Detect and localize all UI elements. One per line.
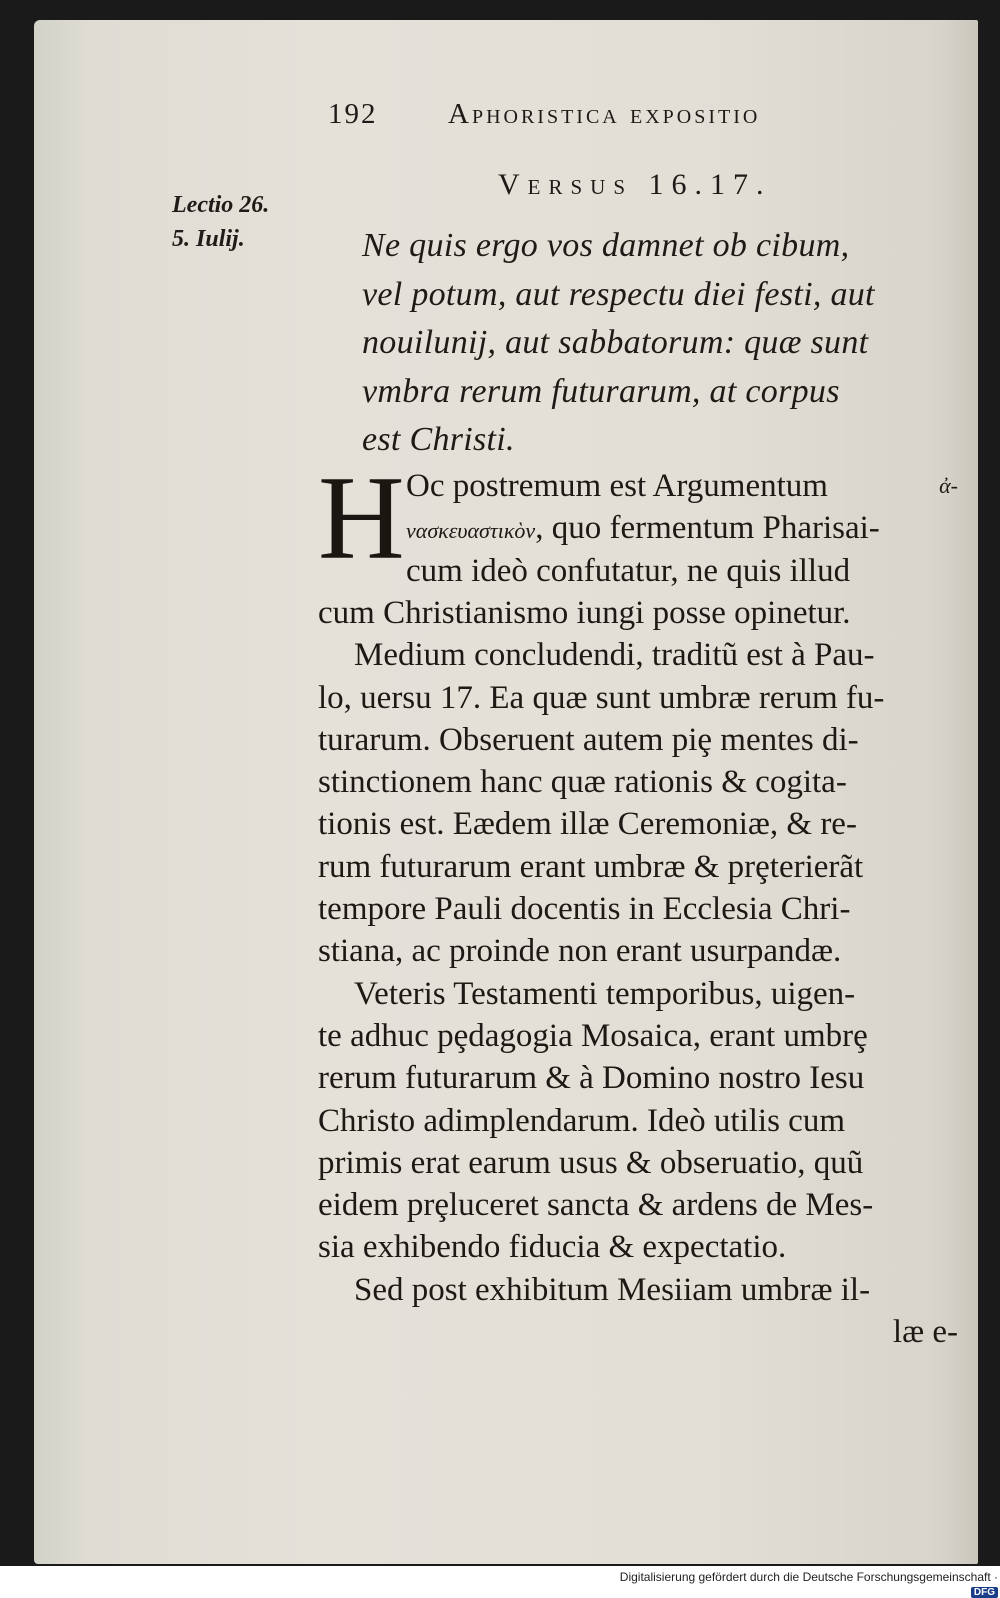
footer-text: Digitalisierung gefördert durch die Deutsche Forschungsgemeinschaft · xyxy=(619,1570,998,1584)
margin-note xyxy=(172,188,312,256)
verse-quote xyxy=(362,222,942,465)
text-line: Veteris Testamenti temporibus, uigen- xyxy=(354,975,856,1012)
text-line: tempore Pauli docentis in Ecclesia Chri- xyxy=(318,891,851,928)
text-line: cum Christianismo iungi posse opinetur. xyxy=(318,595,851,631)
text-line: te adhuc pȩdagogia Mosaica, erant umbrȩ xyxy=(318,1017,868,1054)
section-heading: Versus 16.17. xyxy=(498,168,772,201)
verse-line: Ne quis ergo vos damnet ob cibum, xyxy=(362,227,850,264)
text-line-main: , quo fermentum Pharisai- xyxy=(535,510,880,547)
text-line: Sed post exhibitum Mesiiam umbræ il- xyxy=(354,1271,871,1308)
dfg-logo: DFG xyxy=(971,1587,998,1598)
text-line: stiana, ac proinde non erant usurpandæ. xyxy=(318,933,842,970)
page-number: 192 xyxy=(328,98,378,130)
verse-line: vmbra rerum futurarum, at corpus xyxy=(362,372,840,410)
drop-cap-letter: H xyxy=(318,451,405,584)
text-line-main: Oc postremum est Argumentum xyxy=(406,468,828,504)
text-line: stinctionem hanc quæ rationis & cogita- xyxy=(318,764,847,801)
text-line-main: cum ideò confutatur, ne quis illud xyxy=(406,552,851,589)
text-line: sia exhibendo fiducia & expectatio. xyxy=(318,1229,787,1266)
text-line xyxy=(406,550,958,592)
text-line: lo, uersu 17. Ea quæ sunt umbræ rerum fu- xyxy=(318,679,885,716)
footer-credit xyxy=(600,1570,998,1598)
text-line: primis erat earum usus & obseruatio, quũ xyxy=(318,1144,864,1181)
text-line: eidem prȩluceret sancta & ardens de Mes- xyxy=(318,1187,874,1224)
page-header xyxy=(320,98,920,138)
margin-note-line: 5. Iulij. xyxy=(172,226,245,252)
text-line xyxy=(406,465,958,507)
first-paragraph xyxy=(406,465,958,592)
running-title: Aphoristica expositio xyxy=(448,98,761,130)
text-line: rum futurarum erant umbræ & prȩterierãt xyxy=(318,848,864,885)
verse-line: nouilunij, aut sabbatorum: quæ sunt xyxy=(362,324,869,361)
body-text xyxy=(318,592,958,1353)
margin-note-line: Lectio 26. xyxy=(172,192,270,218)
text-line: turarum. Obseruent autem piȩ mentes di- xyxy=(318,721,859,758)
text-line xyxy=(406,507,958,549)
drop-cap xyxy=(318,451,405,584)
text-line: tionis est. Eædem illæ Ceremoniæ, & re- xyxy=(318,806,857,843)
greek-word: νασκευαστικὸν xyxy=(406,518,536,544)
verse-line: vel potum, aut respectu diei festi, aut xyxy=(362,275,875,313)
catchword: læ e- xyxy=(892,1314,958,1351)
text-line: Christo adimplendarum. Ideò utilis cum xyxy=(318,1102,846,1139)
text-line: rerum futurarum & à Domino nostro Iesu xyxy=(318,1060,865,1097)
greek-word: ἀ- xyxy=(939,473,958,498)
verse-line: est Christi. xyxy=(362,421,515,458)
text-line: Medium concludendi, traditũ est à Pau- xyxy=(354,637,875,674)
